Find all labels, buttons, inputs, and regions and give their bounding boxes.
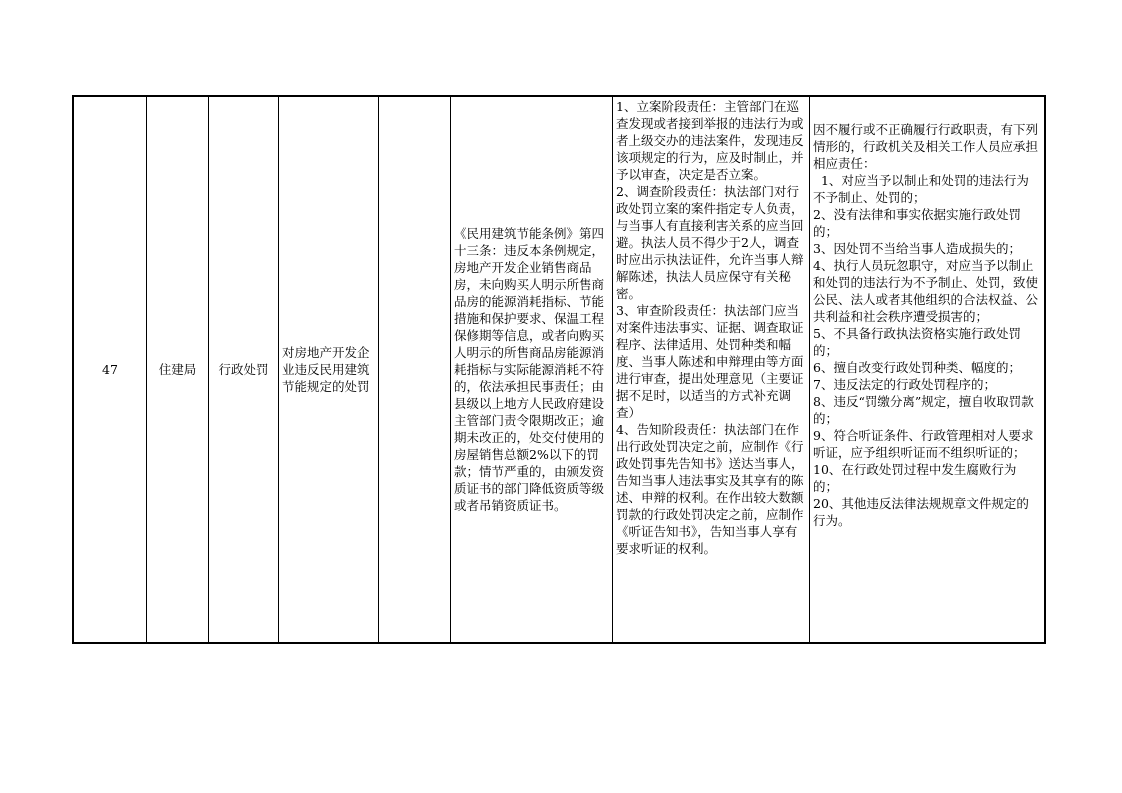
- department-text: 住建局: [158, 362, 197, 377]
- table-row: [72, 95, 1046, 644]
- cell-responsibility: [613, 97, 810, 642]
- cell-item: [279, 97, 379, 642]
- basis-text: 《民用建筑节能条例》第四十三条：违反本条例规定，房地产开发企业销售商品房，未向购买人明示所售商品房的能源消耗指标、节能措施和保护要求、保温工程保修期等信息，或者向购买人明示的所售商品房能源消耗指标与实际能源消耗不符的，依法承担民事责任；由县级以上地方人民政府建设主管部门责令限期改正；逾期未改正的，处交付使用的房屋销售总额2%以下的罚款；情节严重的，由颁发资质证书的部门降低资质等级或者吊销资质证书。: [454, 226, 605, 513]
- type-text: 行政处罚: [218, 362, 269, 377]
- accountability-text: 因不履行或不正确履行行政职责，有下列情形的，行政机关及相关工作人员应承担相应责任： 1、对应当予以制止和处罚的违法行为不予制止、处罚的； 2、没有法律和事实依据实施行政处罚的； 3、因处罚不当给当事人造成损失的； 4、执行人员玩忽职守，对应当予以制止和处罚的违法行为不予制止、处罚，致使公民、法人或者其他组织的合法权益、公共利益和社会秩序遭受损害的； 5、不具备行政执法资格实施行政处罚的； 6、擅自改变行政处罚种类、幅度的； 7、违反法定的行政处罚程序的； 8、违反“罚缴分离”规定，擅自收取罚款的； 9、符合听证条件、行政管理相对人要求听证，应予组织听证而不组织听证的； 10、在行政处罚过程中发生腐败行为的； 20、其他违反法律法规规章文件规定的行为。: [813, 122, 1039, 528]
- cell-type: [209, 97, 279, 642]
- cell-basis: [451, 97, 613, 642]
- responsibility-text: 1、立案阶段责任：主管部门在巡查发现或者接到举报的违法行为或者上级交办的违法案件，发现违反该项规定的行为，应及时制止，并予以审查，决定是否立案。 2、调查阶段责任：执法部门对行政处罚立案的案件指定专人负责，与当事人有直接利害关系的应当回避。执法人员不得少于2人，调查时应出示执法证件，允许当事人辩解陈述，执法人员应保守有关秘密。 3、审查阶段责任：执法部门应当对案件违法事实、证据、调查取证程序、法律适用、处罚种类和幅度、当事人陈述和申辩理由等方面进行审查，提出处理意见（主要证据不足时，以适当的方式补充调查） 4、告知阶段责任：执法部门在作出行政处罚决定之前，应制作《行政处罚事先告知书》送达当事人，告知当事人违法事实及其享有的陈述、申辩的权利。在作出较大数额罚款的行政处罚决定之前，应制作《听证告知书》，告知当事人享有要求听证的权利。: [616, 99, 804, 556]
- cell-accountability: [810, 97, 1044, 642]
- row-number: 47: [102, 362, 118, 377]
- item-text: 对房地产开发企业违反民用建筑节能规定的处罚: [282, 345, 370, 394]
- cell-number: [74, 97, 147, 642]
- cell-department: [147, 97, 209, 642]
- cell-sub-item: [379, 97, 451, 642]
